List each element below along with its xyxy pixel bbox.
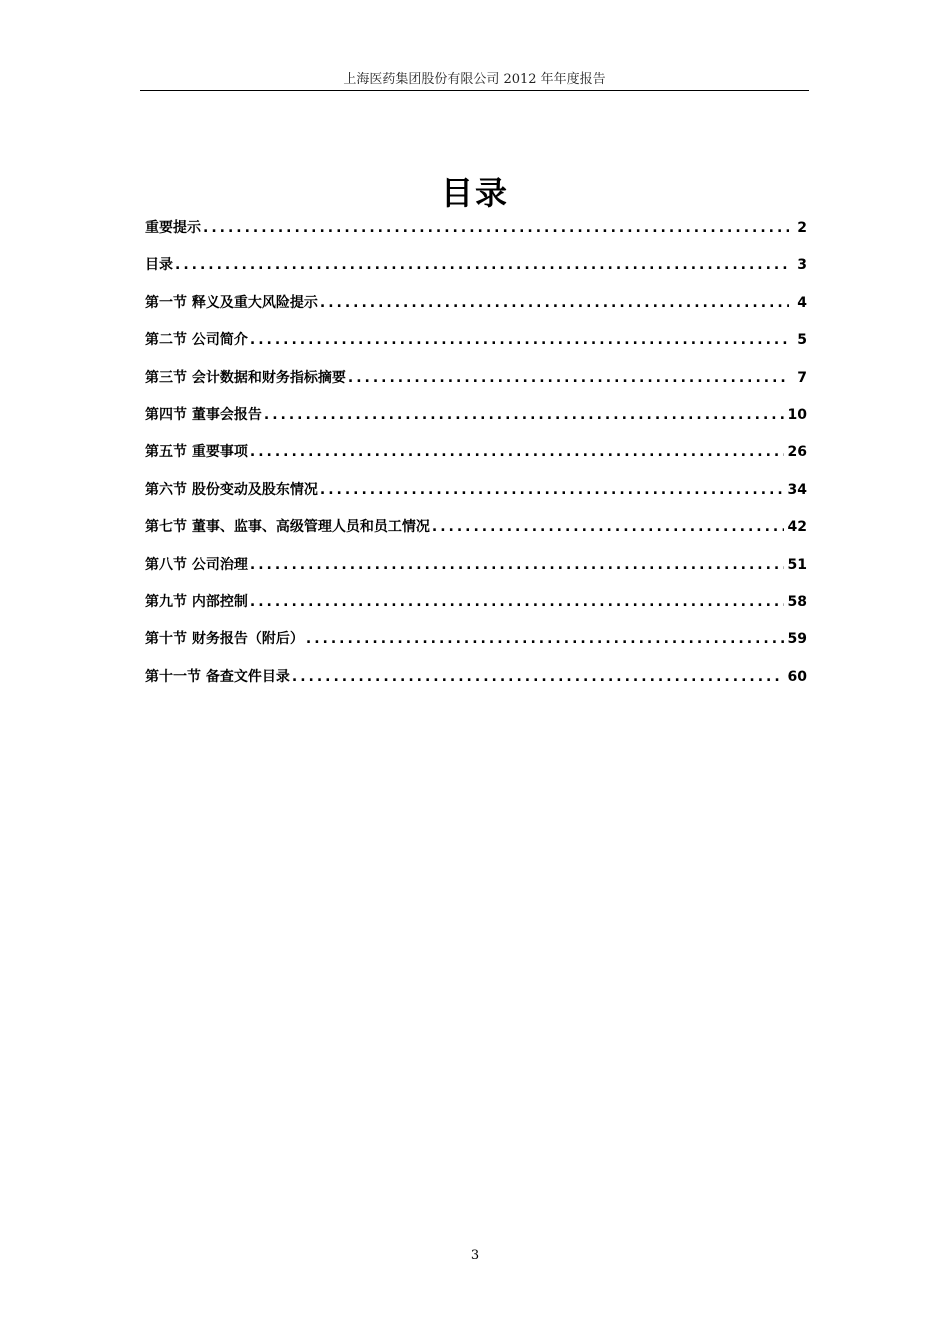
- toc-entry-label: 第三节 会计数据和财务指标摘要: [145, 369, 346, 386]
- toc-entry-label: 第八节 公司治理: [145, 556, 248, 573]
- dot-leader: [348, 365, 789, 391]
- dot-leader: [306, 626, 784, 652]
- toc-entry[interactable]: [145, 402, 807, 439]
- toc-entry-label: 第十一节 备查文件目录: [145, 668, 290, 685]
- toc-entry-page: 4: [797, 294, 807, 311]
- toc-entry-label: 第十节 财务报告（附后）: [145, 631, 304, 648]
- dot-leader: [432, 514, 784, 540]
- toc-entry[interactable]: [145, 626, 807, 663]
- toc-entry[interactable]: [145, 664, 807, 701]
- toc-entry[interactable]: [145, 365, 807, 402]
- dot-leader: [175, 252, 789, 278]
- toc-entry[interactable]: [145, 290, 807, 327]
- dot-leader: [250, 552, 784, 578]
- dot-leader: [320, 290, 789, 316]
- toc-entry[interactable]: [145, 215, 807, 252]
- toc-entry-page: 58: [787, 593, 807, 610]
- dot-leader: [264, 402, 784, 428]
- toc-entry[interactable]: [145, 327, 807, 364]
- toc-entry[interactable]: [145, 477, 807, 514]
- dot-leader: [250, 439, 784, 465]
- toc-entry-label: 目录: [145, 257, 173, 274]
- toc-entry-page: 59: [787, 631, 807, 648]
- toc-entry-label: 重要提示: [145, 220, 201, 236]
- toc-entry[interactable]: [145, 589, 807, 626]
- dot-leader: [250, 327, 789, 353]
- dot-leader: [292, 664, 784, 690]
- running-header: [140, 60, 809, 91]
- toc-entry-page: 26: [787, 444, 807, 461]
- header-title: 上海医药集团股份有限公司 2012 年年度报告: [343, 72, 606, 87]
- dot-leader: [320, 477, 784, 503]
- toc-entry-page: 34: [787, 481, 807, 498]
- toc-entry-label: 第七节 董事、监事、高级管理人员和员工情况: [145, 519, 430, 536]
- toc-entry-page: 42: [787, 519, 807, 536]
- toc-entry-page: 5: [797, 332, 807, 349]
- toc-entry-label: 第一节 释义及重大风险提示: [145, 294, 318, 311]
- toc-entry-page: 60: [787, 668, 807, 685]
- toc-entry-label: 第四节 董事会报告: [145, 406, 262, 423]
- toc-entry-page: 2: [797, 220, 807, 236]
- dot-leader: [203, 215, 789, 241]
- toc-list: [145, 215, 807, 701]
- toc-entry[interactable]: [145, 252, 807, 289]
- toc-entry-page: 10: [787, 406, 807, 423]
- toc-entry-label: 第五节 重要事项: [145, 444, 248, 461]
- toc-entry-label: 第六节 股份变动及股东情况: [145, 481, 318, 498]
- page-number: 3: [470, 1248, 480, 1263]
- dot-leader: [250, 589, 784, 615]
- toc-entry[interactable]: [145, 552, 807, 589]
- toc-entry[interactable]: [145, 439, 807, 476]
- toc-entry-page: 51: [787, 556, 807, 573]
- toc-title: 目录: [440, 174, 509, 212]
- toc-entry-label: 第九节 内部控制: [145, 593, 248, 610]
- toc-entry-label: 第二节 公司简介: [145, 332, 248, 349]
- toc-entry[interactable]: [145, 514, 807, 551]
- toc-entry-page: 3: [797, 257, 807, 274]
- toc-entry-page: 7: [797, 369, 807, 386]
